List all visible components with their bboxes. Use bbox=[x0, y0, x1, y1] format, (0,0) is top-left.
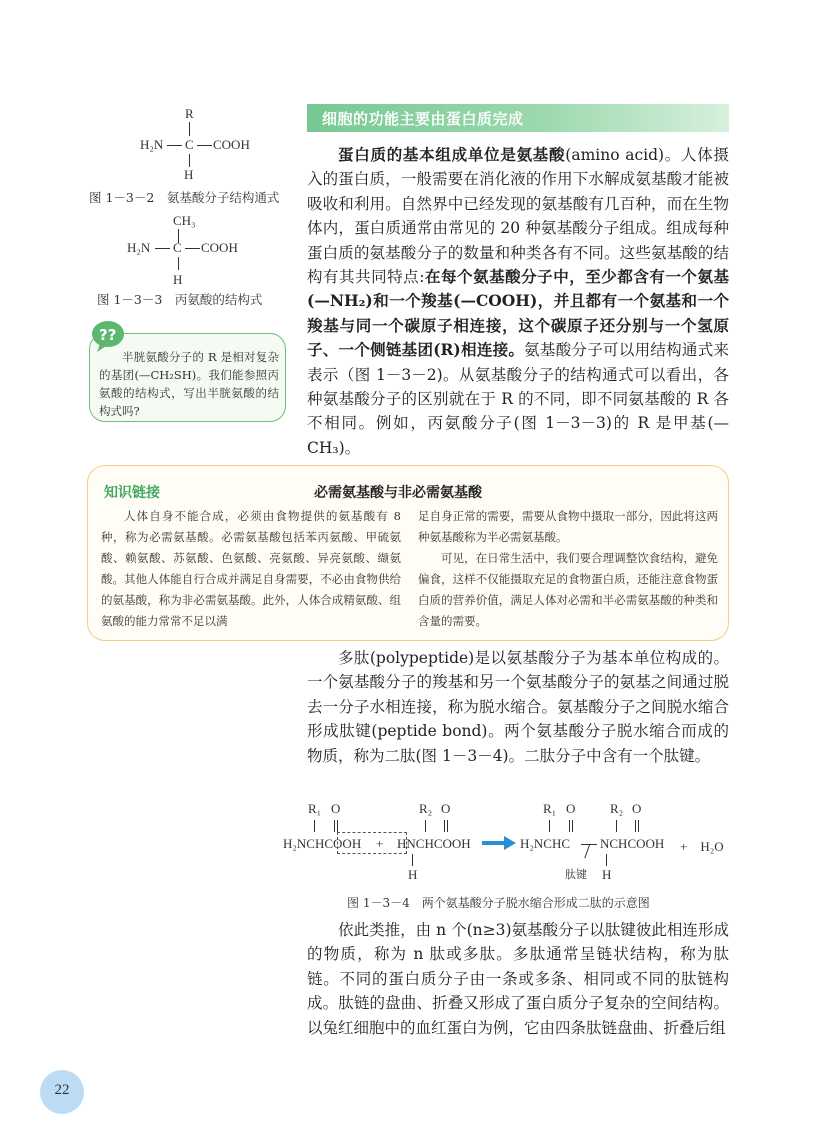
figure-caption: 图 1－3－2 氨基酸分子结构通式 bbox=[89, 190, 280, 205]
bond-line bbox=[638, 820, 639, 832]
knowledge-link-column-left bbox=[101, 506, 401, 632]
paragraph-polypeptide bbox=[307, 646, 729, 768]
peptide-bond-label: 肽键 bbox=[565, 868, 587, 881]
bond-line bbox=[185, 248, 200, 249]
formula-left-amino-acid: H₂NCHCOOH bbox=[283, 836, 362, 851]
knowledge-text: 可见，在日常生活中，我们要合理调整饮食结构，避免偏食，这样不仅能摄取充足的食物蛋白质，还能注意食物蛋白质的营养价值，满足人体对必需和半必需氨基酸的种类和含量的需要。 bbox=[418, 551, 718, 628]
knowledge-link-label: 知识链接 bbox=[104, 485, 160, 501]
paragraph-protein-structure bbox=[307, 918, 729, 1040]
figure-caption: 图 1－3－4 两个氨基酸分子脱水缩合形成二肽的示意图 bbox=[347, 896, 650, 910]
formula-product-left: H₂NCHC bbox=[520, 836, 571, 851]
formula-cooh: COOH bbox=[213, 137, 250, 152]
page-number: 22 bbox=[54, 1082, 70, 1098]
page-number-badge bbox=[40, 1070, 84, 1114]
bond-line bbox=[569, 820, 570, 832]
knowledge-link-column-right bbox=[418, 506, 718, 632]
bond-line bbox=[189, 122, 190, 136]
formula-plus: + bbox=[376, 836, 384, 851]
bond-line bbox=[314, 820, 315, 832]
formula-o: O bbox=[331, 801, 341, 816]
section-heading-bar bbox=[307, 104, 729, 132]
figure-caption: 图 1－3－3 丙氨酸的结构式 bbox=[97, 292, 263, 307]
formula-r2: R₂ bbox=[610, 801, 624, 816]
formula-r1: R₁ bbox=[308, 801, 322, 816]
paragraph-text: 多肽(polypeptide)是以氨基酸分子为基本单位构成的。一个氨基酸分子的羧基和另一个氨基酸分子的氨基之间通过脱去一分子水相连接，称为脱水缩合。氨基酸分子之间脱水缩合形成肽键(peptide bond)。两个氨基酸分子脱水缩合而成的物质，称为二肽(图 1－3－4)。二肽分子中含有一个肽键。 bbox=[307, 649, 729, 765]
formula-cooh: COOH bbox=[201, 240, 238, 255]
lead-bold: 蛋白质的基本组成单位是氨基酸 bbox=[338, 145, 566, 164]
bond-line bbox=[337, 820, 338, 832]
paragraph-text: 依此类推，由 n 个(n≥3)氨基酸分子以肽键彼此相连形成的物质，称为 n 肽或多肽。多肽通常呈链状结构，称为肽链。不同的蛋白质分子由一条或多条、相同或不同的肽链构成。肽链的盘曲、折叠又形成了蛋白质分子复杂的空间结构。以兔红细胞中的血红蛋白为例，它由四条肽链盘曲、折叠后组 bbox=[307, 921, 729, 1037]
formula-product-right: NCHCOOH bbox=[600, 836, 665, 851]
bond-line bbox=[178, 257, 179, 270]
bond-line bbox=[412, 854, 413, 866]
bond-line bbox=[334, 820, 335, 832]
bond-line bbox=[167, 145, 182, 146]
formula-ch3: CH₃ bbox=[173, 213, 196, 228]
bond-pointer-line bbox=[584, 845, 590, 858]
bond-line bbox=[197, 145, 212, 146]
bond-line bbox=[616, 820, 617, 832]
formula-o: O bbox=[632, 801, 642, 816]
formula-r: R bbox=[185, 106, 194, 121]
formula-c: C bbox=[173, 240, 182, 255]
formula-r2: R₂ bbox=[419, 801, 433, 816]
bond-line bbox=[606, 854, 607, 866]
paragraph-text: 氨基酸分子可以用结构通式来表示（图 1－3－2)。从氨基酸分子的结构通式可以看出，各种氨基酸分子的区别就在于 R 的不同，即不同氨基酸的 R 各不相同。例如，丙氨酸分子(图 1－3－3)的 R 是甲基(—CH₃)。 bbox=[307, 341, 729, 457]
formula-h2n: H₂N bbox=[140, 137, 164, 152]
bond-line bbox=[572, 820, 573, 832]
bond-line bbox=[444, 820, 445, 832]
knowledge-text: 人体自身不能合成，必须由食物提供的氨基酸有 8 种，称为必需氨基酸。必需氨基酸包括苯丙氨酸、甲硫氨酸、赖氨酸、苏氨酸、色氨酸、亮氨酸、异亮氨酸、缬氨酸。其他人体能自行合成并满足自身需要，不必由食物供给的氨基酸，称为非必需氨基酸。此外，人体合成精氨酸、组氨酸的能力常常不足以满 bbox=[101, 509, 401, 628]
formula-h2n: H₂N bbox=[127, 240, 151, 255]
formula-r1: R₁ bbox=[543, 801, 557, 816]
formula-water: + H₂O bbox=[680, 839, 724, 854]
reaction-arrow-icon bbox=[482, 836, 516, 850]
formula-right-amino-acid: HNCHCOOH bbox=[397, 836, 471, 851]
svg-text:??: ?? bbox=[99, 326, 117, 344]
formula-h: H bbox=[173, 272, 183, 287]
bond-line bbox=[155, 248, 170, 249]
bond-line bbox=[425, 820, 426, 832]
knowledge-link-title: 必需氨基酸与非必需氨基酸 bbox=[314, 485, 482, 501]
bond-line bbox=[635, 820, 636, 832]
think-question: 半胱氨酸分子的 R 是相对复杂的基团(—CH₂SH)。我们能参照丙氨酸的结构式，写出半胱氨酸的结构式吗? bbox=[99, 350, 279, 418]
bond-line bbox=[447, 820, 448, 832]
paragraph-text: (amino acid)。人体摄入的蛋白质，一般需要在消化液的作用下水解成氨基酸才能被吸收和利用。自然界中已经发现的氨基酸有几百种，而在生物体内，蛋白质通常由常见的 20 种氨基酸分子组成。组成每种蛋白质的氨基酸分子的数量和种类各有不同。这些氨基酸的结构有其共同特点: bbox=[307, 146, 729, 287]
key-point-bold: 在每个氨基酸分子中，至少都含有一个氨基(—NH₂)和一个羧基(—COOH)，并且都有一个氨基和一个羧基与同一个碳原子相连接，这个碳原子还分别与一个氢原子、一个侧链基团(R)相连接。 bbox=[307, 267, 729, 360]
bond-line bbox=[549, 820, 550, 832]
formula-o: O bbox=[441, 801, 451, 816]
bond-line bbox=[189, 154, 190, 167]
paragraph-amino-acids bbox=[307, 143, 729, 460]
formula-h: H bbox=[408, 867, 418, 882]
formula-o: O bbox=[566, 801, 576, 816]
formula-c: C bbox=[185, 137, 194, 152]
formula-h: H bbox=[184, 167, 194, 182]
section-title: 细胞的功能主要由蛋白质完成 bbox=[322, 110, 524, 128]
formula-h: H bbox=[602, 867, 612, 882]
knowledge-text: 足自身正常的需要，需要从食物中摄取一部分，因此将这两种氨基酸称为半必需氨基酸。 bbox=[418, 509, 718, 544]
